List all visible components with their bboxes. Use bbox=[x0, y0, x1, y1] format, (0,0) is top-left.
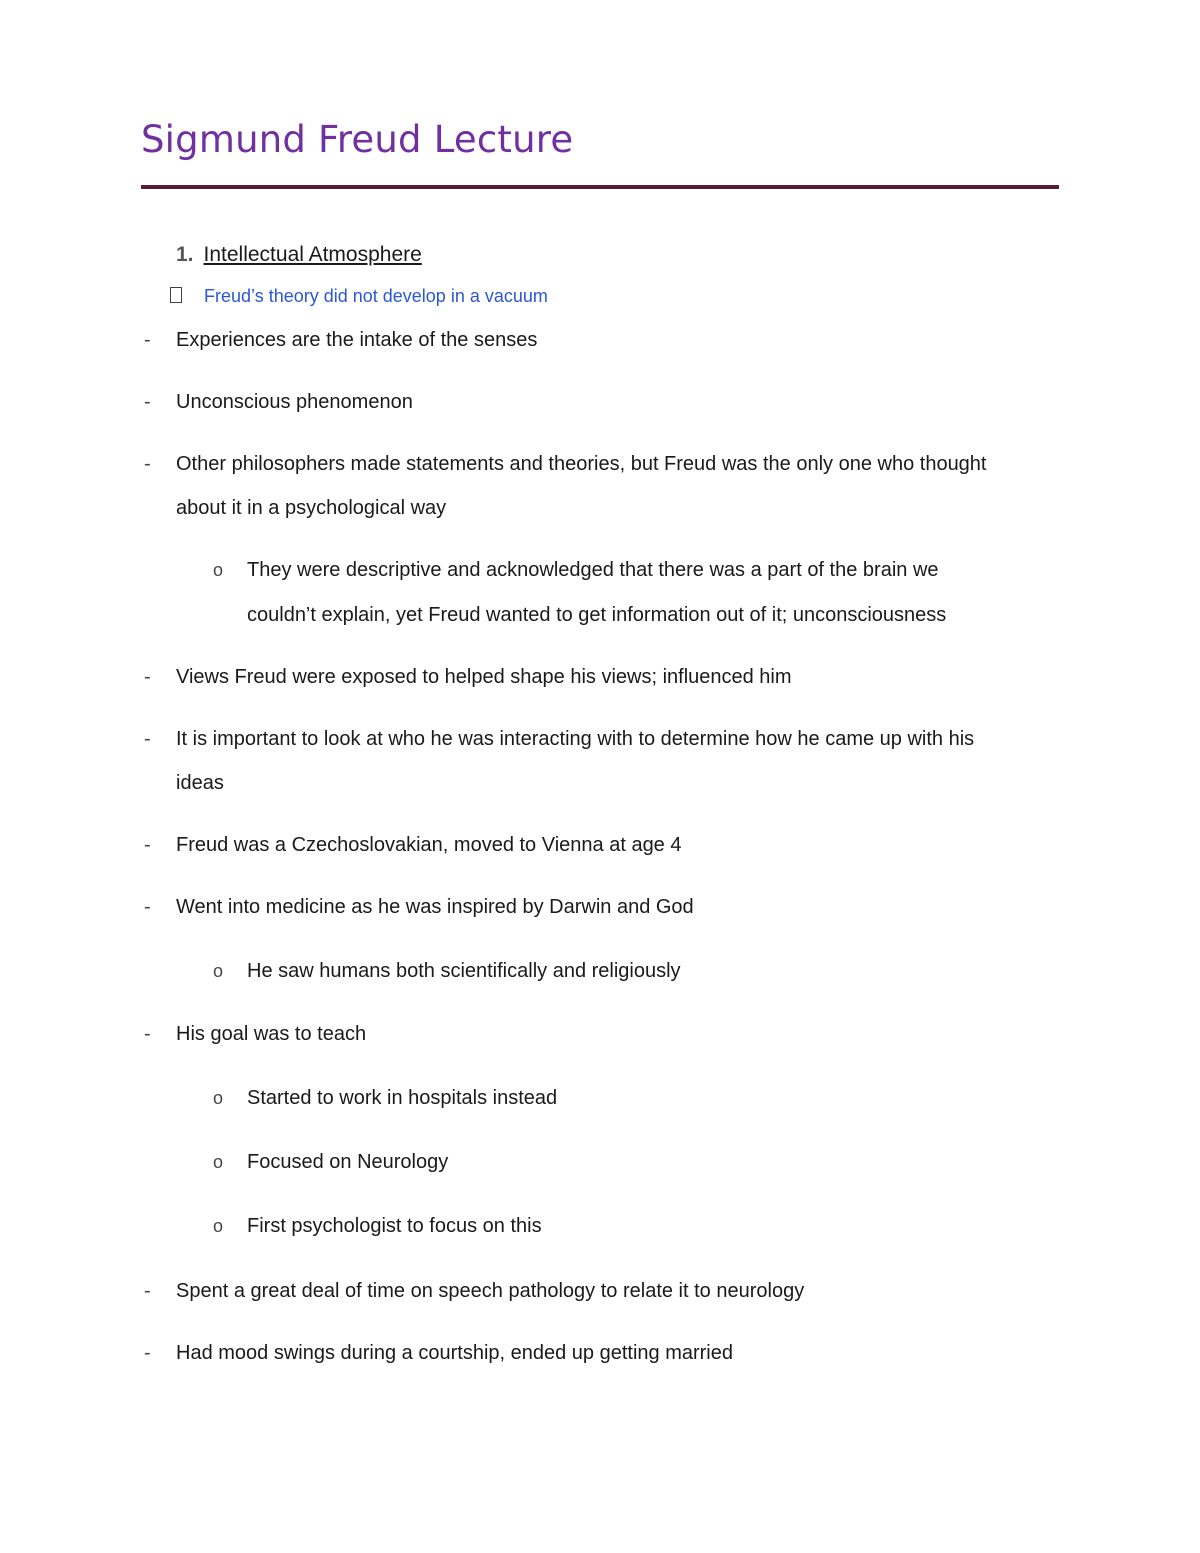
dash-marker: - bbox=[144, 728, 151, 750]
list-item-text: Went into medicine as he was inspired by Darwin and God bbox=[176, 896, 694, 918]
list-item bbox=[144, 442, 1066, 486]
dash-marker: - bbox=[144, 391, 151, 413]
section-number: 1. bbox=[176, 243, 194, 266]
section-note bbox=[170, 286, 548, 307]
sub-list-item bbox=[213, 1140, 1047, 1184]
circle-bullet-icon: o bbox=[213, 560, 224, 580]
list-item-text: Had mood swings during a courtship, ended up getting married bbox=[176, 1342, 733, 1364]
dash-marker: - bbox=[144, 1342, 151, 1364]
list-item bbox=[144, 823, 1066, 867]
note-text: Freud’s theory did not develop in a vacuum bbox=[204, 286, 548, 306]
sub-list-item bbox=[213, 548, 1047, 592]
sub-list-item-text: couldn’t explain, yet Freud wanted to get information out of it; unconsciousness bbox=[247, 604, 947, 626]
list-item-text: Freud was a Czechoslovakian, moved to Vienna at age 4 bbox=[176, 834, 682, 856]
section-heading bbox=[176, 243, 422, 267]
circle-bullet-icon: o bbox=[213, 1216, 224, 1236]
sub-list-item-text: Started to work in hospitals instead bbox=[247, 1087, 558, 1109]
dash-marker: - bbox=[144, 329, 151, 351]
list-item-text: Experiences are the intake of the senses bbox=[176, 329, 538, 351]
list-item bbox=[144, 318, 1066, 362]
section-title: Intellectual Atmosphere bbox=[203, 243, 422, 266]
title-divider bbox=[141, 185, 1059, 189]
list-item bbox=[144, 1269, 1066, 1313]
list-item-text: ideas bbox=[176, 772, 224, 794]
list-item bbox=[144, 655, 1066, 699]
document-title: Sigmund Freud Lecture bbox=[141, 118, 574, 161]
list-item-text: Unconscious phenomenon bbox=[176, 391, 413, 413]
sub-list-item-text: Focused on Neurology bbox=[247, 1151, 449, 1173]
list-item bbox=[144, 885, 1066, 929]
list-item bbox=[144, 717, 1066, 761]
list-item bbox=[144, 380, 1066, 424]
sub-list-item bbox=[213, 1076, 1047, 1120]
sub-list-item bbox=[213, 949, 1047, 993]
list-item bbox=[144, 1331, 1066, 1375]
dash-marker: - bbox=[144, 1280, 151, 1302]
sub-list-item-text: First psychologist to focus on this bbox=[247, 1215, 542, 1237]
circle-bullet-icon: o bbox=[213, 1088, 224, 1108]
list-item-text: Views Freud were exposed to helped shape his views; influenced him bbox=[176, 666, 792, 688]
dash-marker: - bbox=[144, 453, 151, 475]
dash-marker: - bbox=[144, 834, 151, 856]
dash-marker: - bbox=[144, 666, 151, 688]
circle-bullet-icon: o bbox=[213, 1152, 224, 1172]
sub-list-item-continuation bbox=[247, 593, 1047, 637]
sub-list-item-text: He saw humans both scientifically and religiously bbox=[247, 960, 681, 982]
list-item-continuation bbox=[176, 761, 1066, 805]
list-item-continuation bbox=[176, 486, 1066, 530]
missing-glyph-icon bbox=[170, 287, 182, 303]
dash-marker: - bbox=[144, 896, 151, 918]
list-item-text: His goal was to teach bbox=[176, 1023, 367, 1045]
sub-list-item-text: They were descriptive and acknowledged that there was a part of the brain we bbox=[247, 559, 939, 581]
dash-marker: - bbox=[144, 1023, 151, 1045]
list-item-text: about it in a psychological way bbox=[176, 497, 447, 519]
list-item-text: Other philosophers made statements and theories, but Freud was the only one who thought bbox=[176, 453, 987, 475]
sub-list-item bbox=[213, 1204, 1047, 1248]
list-item-text: It is important to look at who he was interacting with to determine how he came up with his bbox=[176, 728, 975, 750]
circle-bullet-icon: o bbox=[213, 961, 224, 981]
list-item-text: Spent a great deal of time on speech pathology to relate it to neurology bbox=[176, 1280, 805, 1302]
list-item bbox=[144, 1012, 1066, 1056]
